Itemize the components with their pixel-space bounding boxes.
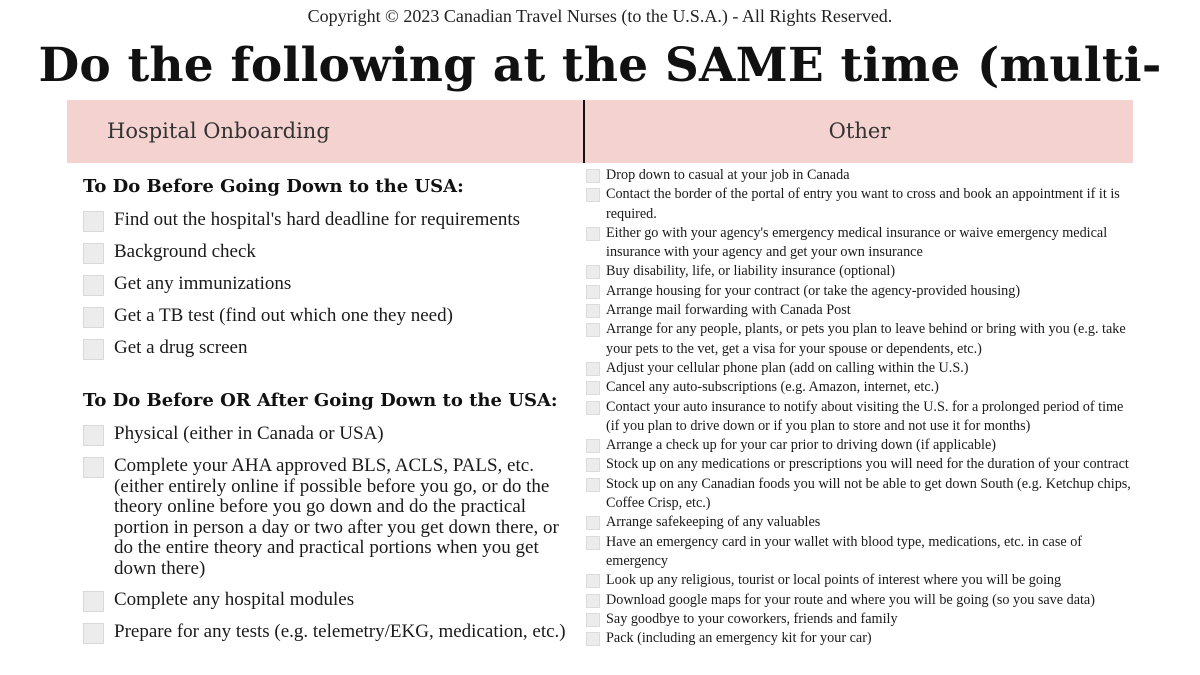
copyright-notice: Copyright © 2023 Canadian Travel Nurses (to the U.S.A.) - All Rights Reserved. [307,6,893,26]
column-header-bar [67,100,1133,163]
checklist-item-label: Drop down to casual at your job in Canada [606,167,850,183]
checklist-item-label: Complete any hospital modules [114,588,355,610]
checkbox[interactable] [586,516,600,530]
checklist-item-label: Find out the hospital's hard deadline for requirements [114,209,521,230]
checklist-item [83,242,578,264]
checkbox[interactable] [586,458,600,472]
before-or-after-heading: To Do Before OR After Going Down to the USA: [83,390,558,411]
checklist-item [586,378,1134,397]
checkbox[interactable] [586,304,600,318]
other-checklist [586,166,1134,648]
checklist-item-label: Arrange safekeeping of any valuables [606,514,821,531]
checklist-item [586,166,1134,185]
checkbox[interactable] [586,478,600,492]
checklist-item [586,224,1134,263]
checklist-item [586,475,1134,514]
checklist-item [83,274,578,296]
checklist-item [83,210,578,232]
checklist-item [586,629,1134,648]
checklist-item [83,306,578,328]
checkbox[interactable] [586,536,600,550]
checklist-item-label: Either go with your agency's emergency medical insurance or waive emergency medical insurance with your agency and get your own insurance [606,224,1108,261]
checklist-item-label: Contact your auto insurance to notify about visiting the U.S. for a prolonged period of time (if you plan to drive down or if you plan to store and not use it for months) [606,398,1124,434]
checklist-item [83,456,578,580]
checklist-item [586,262,1134,281]
before-or-after-checklist [83,424,578,644]
checklist-item [586,282,1134,301]
checklist-item [586,533,1134,572]
checklist-item-label: Look up any religious, tourist or local points of interest where you will be going [606,572,1062,589]
checkbox[interactable] [586,227,600,241]
checklist-item [586,320,1134,359]
checklist-item-label: Get any immunizations [114,273,292,294]
checkbox[interactable] [586,401,600,415]
checklist-item-label: Cancel any auto-subscriptions (e.g. Amazon, internet, etc.) [606,379,939,396]
checkbox[interactable] [586,613,600,627]
checklist-item-label: Stock up on any Canadian foods you will not be able to get down South (e.g. Ketchup chips, Coffee Crisp, etc.) [606,475,1131,512]
checkbox[interactable] [586,169,600,183]
checklist-item [586,185,1134,224]
checklist-item [586,591,1134,610]
checklist-item-label: Arrange for any people, plants, or pets you plan to leave behind or bring with you (e.g. take your pets to the vet, get a visa for your spouse or dependents, etc.) [606,321,1126,357]
checkbox[interactable] [83,591,104,612]
checklist-item [586,301,1134,320]
checklist-item-label: Download google maps for your route and where you will be going (so you save data) [606,591,1095,608]
checklist-item [586,359,1134,378]
checklist-item [586,571,1134,590]
checklist-item-label: Get a drug screen [114,337,248,358]
checkbox[interactable] [586,323,600,337]
checklist-item [586,610,1134,629]
checkbox[interactable] [83,425,104,446]
checkbox[interactable] [586,594,600,608]
checklist-item-label: Complete your AHA approved BLS, ACLS, PALS, etc. (either entirely online if possible before you go, or do the theory online before you go down and do the practical portion in person a day or two after you get down there, or do the entire theory and practical portions when you get down there) [114,455,559,579]
checklist-item [83,424,578,446]
checklist-item-label: Buy disability, life, or liability insurance (optional) [606,263,896,280]
checklist-item-label: Background check [114,241,256,262]
checkbox[interactable] [586,285,600,299]
checkbox[interactable] [83,307,104,328]
checklist-item-label: Adjust your cellular phone plan (add on calling within the U.S.) [606,359,969,376]
page-title: Do the following at the SAME time (multi- [38,38,1162,93]
checkbox[interactable] [586,381,600,395]
hospital-onboarding-header: Hospital Onboarding [107,119,330,143]
checklist-item [83,622,578,644]
checklist-item [586,455,1134,474]
checkbox[interactable] [83,457,104,478]
before-going-heading: To Do Before Going Down to the USA: [83,176,464,197]
checklist-item-label: Pack (including an emergency kit for your car) [606,630,872,647]
hospital-onboarding-column [83,176,578,644]
checklist-item-label: Get a TB test (find out which one they need) [114,305,453,326]
checklist-item-label: Have an emergency card in your wallet with blood type, medications, etc. in case of emergency [606,533,1083,569]
checklist-item-label: Prepare for any tests (e.g. telemetry/EKG, medication, etc.) [114,620,566,642]
checkbox[interactable] [83,275,104,296]
checklist-item-label: Arrange mail forwarding with Canada Post [606,302,851,319]
checklist-item [586,513,1134,532]
checkbox[interactable] [83,339,104,360]
checkbox[interactable] [586,439,600,453]
checkbox[interactable] [586,188,600,202]
checkbox[interactable] [83,623,104,644]
checklist-item-label: Physical (either in Canada or USA) [114,423,384,444]
checklist-item [586,436,1134,455]
checkbox[interactable] [586,265,600,279]
checklist-item-label: Arrange housing for your contract (or take the agency-provided housing) [606,282,1021,299]
other-column [586,166,1134,648]
checkbox[interactable] [83,243,104,264]
column-divider [583,100,585,163]
checklist-item-label: Stock up on any medications or prescriptions you will need for the duration of your contract [606,456,1129,473]
checkbox[interactable] [83,211,104,232]
checkbox[interactable] [586,632,600,646]
checklist-item-label: Contact the border of the portal of entry you want to cross and book an appointment if it is required. [606,186,1120,222]
checkbox[interactable] [586,362,600,376]
before-going-checklist [83,210,578,360]
checklist-item [83,590,578,612]
checklist-item-label: Say goodbye to your coworkers, friends and family [606,610,898,627]
checklist-item [586,398,1134,437]
checklist-item-label: Arrange a check up for your car prior to driving down (if applicable) [606,437,997,454]
checklist-item [83,338,578,360]
checkbox[interactable] [586,574,600,588]
other-header: Other [828,119,891,143]
